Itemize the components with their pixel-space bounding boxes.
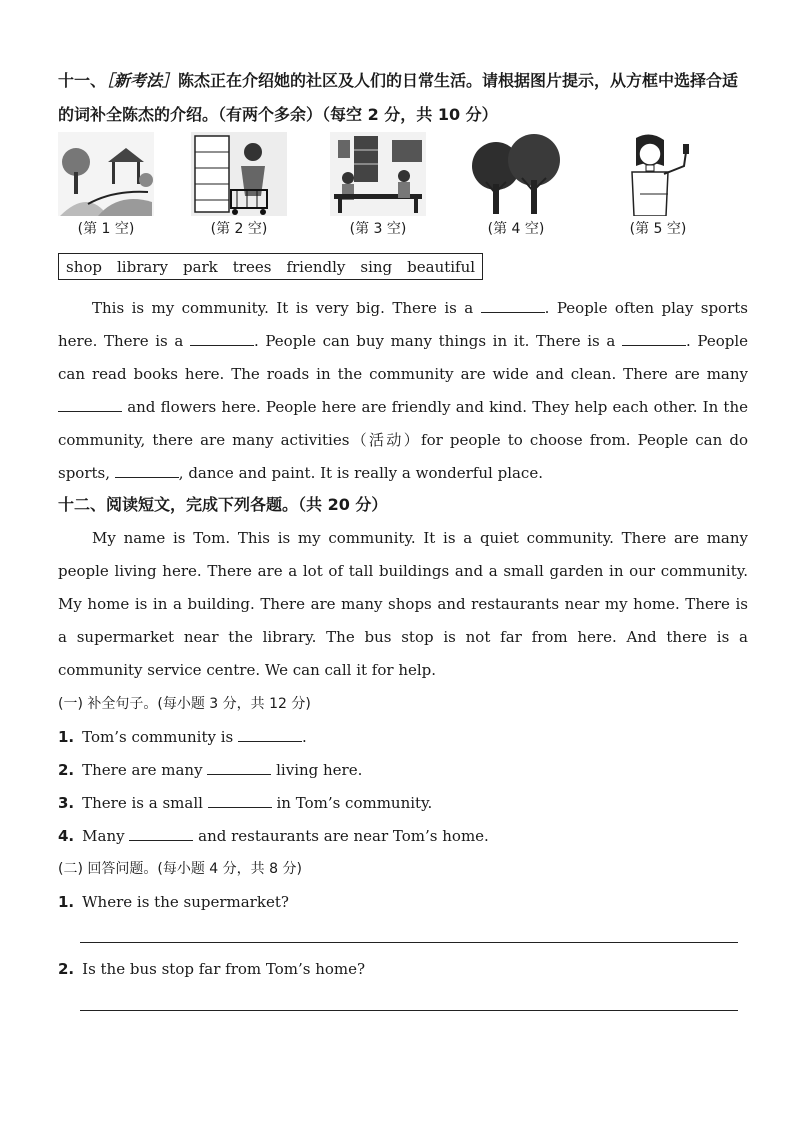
library-picture [330, 132, 426, 216]
section-11-passage: This is my community. It is very big. There is a . People often play sports here. There is a . People can buy many things in it. There is a . People can read books here. The roads in the community are wide and clean. There are many and flowers here. People here are friendly and kind. They help each other. In the community, there are many activities（活动）for people to choose from. People can do sports, , dance and paint. It is really a wonderful place. [58, 299, 749, 482]
part-2-heading: (二) 回答问题。(每小题 4 分，共 8 分) [58, 861, 302, 877]
word-option: beautiful [407, 257, 476, 276]
caption-4: (第 4 空) [487, 221, 545, 237]
answer-line-1[interactable] [80, 942, 738, 943]
section-12-heading: 十二、阅读短文，完成下列各题。（共 20 分） [58, 495, 388, 514]
blank-4[interactable] [58, 397, 122, 412]
answer-blank[interactable] [208, 793, 272, 808]
word-option: trees [232, 257, 272, 276]
word-box [58, 253, 483, 280]
word-option: park [182, 257, 218, 276]
question-2-2: 2. Is the bus stop far from Tom’s home? [58, 960, 366, 978]
question-2-1: 1. Where is the supermarket? [58, 893, 289, 911]
section-11-number: 十一、 [58, 71, 107, 90]
reading-passage: My name is Tom. This is my community. It is a quiet community. There are many people living here. There are a lot of tall buildings and a small garden in our community. My home is in a building. There are many shops and restaurants near my home. There is a supermarket near the library. The bus stop is not far from here. And there is a community service centre. We can call it for help. [58, 529, 748, 679]
answer-line-2[interactable] [80, 1010, 738, 1011]
picture-trees [468, 132, 564, 238]
question-1-2: 2. There are many living here. [58, 761, 363, 779]
picture-shop [191, 132, 287, 238]
blank-2[interactable] [190, 331, 254, 346]
caption-2: (第 2 空) [210, 221, 268, 237]
section-11-heading [58, 64, 748, 132]
picture-library [330, 132, 426, 238]
picture-prompts [58, 132, 748, 244]
answer-blank[interactable] [238, 727, 302, 742]
question-1-3: 3. There is a small in Tom’s community. [58, 794, 433, 812]
caption-1: (第 1 空) [77, 221, 135, 237]
part-1-heading: (一) 补全句子。(每小题 3 分，共 12 分) [58, 696, 311, 712]
section-11-instruction: 陈杰正在介绍她的社区及人们的日常生活。请根据图片提示，从方框中选择合适的词补全陈杰的介绍。（有两个多余）（每空 2 分，共 10 分） [58, 71, 739, 124]
caption-5: (第 5 空) [629, 221, 687, 237]
caption-3: (第 3 空) [349, 221, 407, 237]
answer-blank[interactable] [129, 826, 193, 841]
shop-picture [191, 132, 287, 216]
word-option: friendly [286, 257, 346, 276]
blank-5[interactable] [115, 463, 179, 478]
blank-3[interactable] [622, 331, 686, 346]
singing-girl-picture [610, 132, 706, 216]
question-1-4: 4. Many and restaurants are near Tom’s home. [58, 827, 489, 845]
picture-park [58, 132, 154, 238]
park-picture [58, 132, 154, 216]
word-option: library [117, 257, 168, 276]
word-option: shop [66, 257, 102, 276]
blank-1[interactable] [481, 298, 545, 313]
section-11-tag: ［新考法］ [106, 71, 179, 90]
question-1-1: 1. Tom’s community is . [58, 728, 307, 746]
word-option: sing [360, 257, 393, 276]
answer-blank[interactable] [207, 760, 271, 775]
picture-sing [610, 132, 706, 238]
trees-picture [468, 132, 564, 216]
